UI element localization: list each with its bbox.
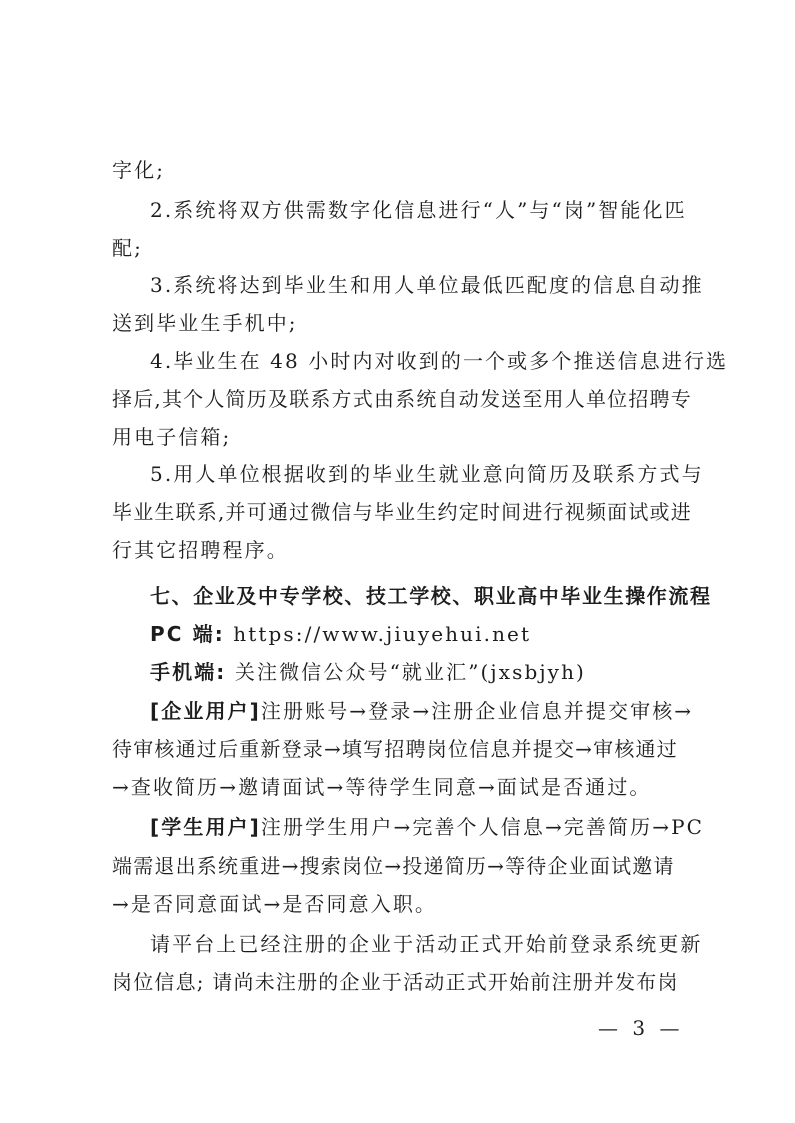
body-line: 端需退出系统重进→搜索岗位→投递简历→等待企业面试邀请 (112, 854, 675, 878)
page-number: — 3 — (598, 1016, 684, 1040)
list-item-5: 5.用人单位根据收到的毕业生就业意向简历及联系方式与 (150, 462, 704, 486)
body-line: 待审核通过后重新登录→填写招聘岗位信息并提交→审核通过 (112, 737, 678, 761)
body-line: 行其它招聘程序。 (112, 538, 289, 562)
list-item-4: 4.毕业生在 48 小时内对收到的一个或多个推送信息进行选 (150, 349, 729, 373)
student-row (150, 813, 705, 841)
mobile-label: 手机端: (150, 660, 227, 684)
closing-line: 岗位信息; 请尚未注册的企业于活动正式开始前注册并发布岗 (112, 970, 679, 994)
enterprise-row (150, 697, 702, 725)
pc-label: PC 端: (150, 622, 225, 646)
pc-row (150, 620, 702, 648)
student-label: [学生用户] (150, 815, 261, 839)
body-line: →查收简历→邀请面试→等待学生同意→面试是否通过。 (112, 775, 652, 799)
pc-url: https://www.jiuyehui.net (233, 622, 532, 646)
student-steps: 注册学生用户→完善个人信息→完善简历→PC (260, 815, 705, 839)
closing-line: 请平台上已经注册的企业于活动正式开始前登录系统更新 (150, 932, 703, 956)
body-line: 用电子信箱; (112, 425, 232, 449)
list-item-2: 2.系统将双方供需数字化信息进行“人”与“岗”智能化匹 (150, 198, 687, 222)
enterprise-steps: 注册账号→登录→注册企业信息并提交审核→ (260, 699, 694, 723)
body-line: →是否同意面试→是否同意入职。 (112, 892, 438, 916)
mobile-row (150, 658, 702, 686)
enterprise-label: [企业用户] (150, 699, 261, 723)
body-line: 择后,其个人简历及联系方式由系统自动发送至用人单位招聘专 (112, 387, 692, 411)
body-line: 毕业生联系,并可通过微信与毕业生约定时间进行视频面试或进 (112, 500, 692, 524)
mobile-value: 关注微信公众号“就业汇”(jxsbjyh) (234, 660, 586, 684)
body-line: 配; (112, 236, 143, 260)
body-line: 送到毕业生手机中; (112, 311, 298, 335)
section-heading: 七、企业及中专学校、技工学校、职业高中毕业生操作流程 (150, 584, 712, 608)
body-line: 字化; (112, 158, 166, 182)
list-item-3: 3.系统将达到毕业生和用人单位最低匹配度的信息自动推 (150, 273, 704, 297)
